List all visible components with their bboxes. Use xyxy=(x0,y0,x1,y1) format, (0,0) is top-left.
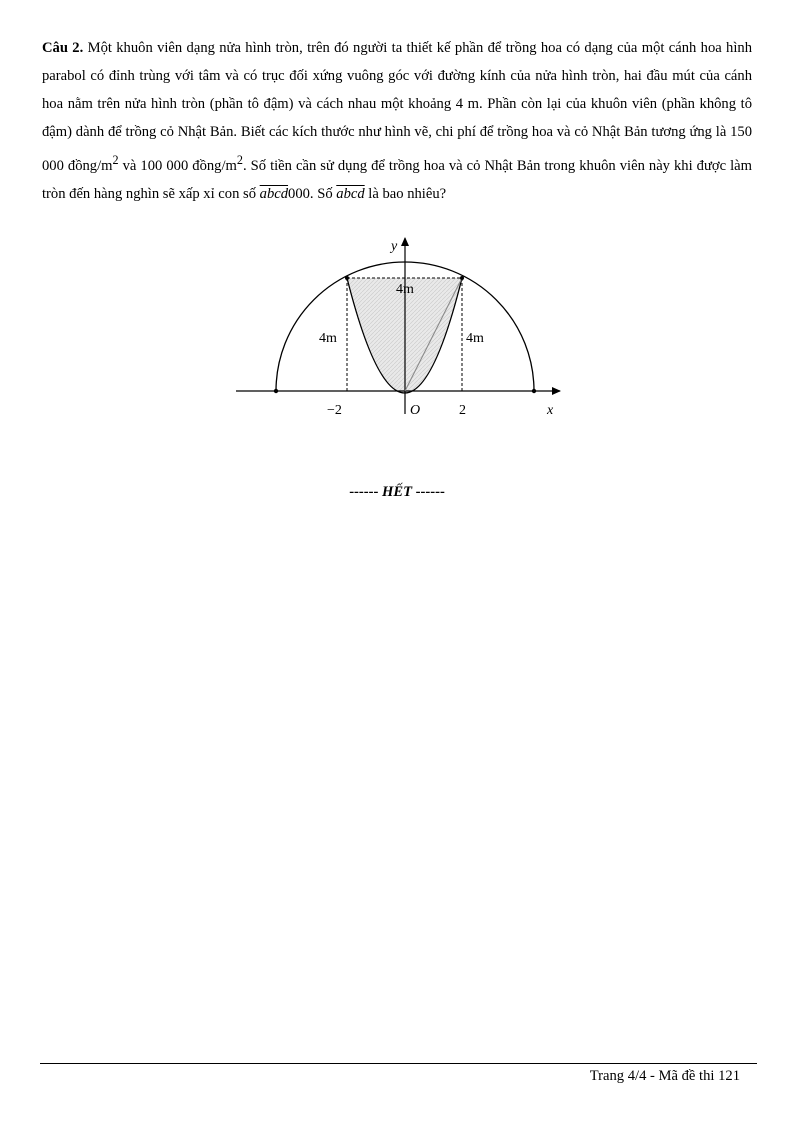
garden-diagram xyxy=(230,232,570,427)
end-mark-right: ------ xyxy=(412,484,445,500)
overlined-number-2: abcd xyxy=(336,185,365,202)
top-width-label: 4m xyxy=(396,282,414,297)
point-top-right xyxy=(460,276,464,280)
question-label: Câu 2. xyxy=(42,40,84,56)
overlined-number-1: abcd xyxy=(259,185,289,202)
tick-label-left: −2 xyxy=(327,403,342,418)
left-height-label: 4m xyxy=(319,331,337,346)
number-suffix: 000 xyxy=(288,185,310,202)
point-top-left xyxy=(345,276,349,280)
garden-figure xyxy=(230,232,570,427)
endpoint-right xyxy=(532,389,536,393)
y-axis-label: y xyxy=(391,239,398,254)
end-of-exam-mark xyxy=(0,484,794,501)
origin-label: O xyxy=(410,403,421,418)
end-mark-text: HẾT xyxy=(382,484,412,500)
question-text-3: . Số tiền cần sử dụng để trồng hoa và cỏ Nhật Bản trong khuôn viên này khi được làm tròn đến hàng nghìn sẽ xấp xỉ con số xyxy=(42,157,752,202)
question-text-4: . Số xyxy=(309,185,337,202)
footer-divider xyxy=(40,1063,757,1064)
question-paragraph xyxy=(42,34,752,208)
question-text-5: là bao nhiêu? xyxy=(364,185,447,202)
right-height-label: 4m xyxy=(466,331,484,346)
footer-page-info: Trang 4/4 - Mã đề thi 121 xyxy=(589,1068,740,1084)
unit-exponent-1: 2 xyxy=(112,153,119,167)
end-mark-left: ------ xyxy=(349,484,382,500)
question-text-2: và 100 000 đồng/m xyxy=(118,157,237,174)
endpoint-left xyxy=(274,389,278,393)
unit-exponent-2: 2 xyxy=(236,153,243,167)
question-text-1: Một khuôn viên dạng nửa hình tròn, trên đó người ta thiết kế phần để trồng hoa có dạng của một cánh hoa hình parabol có đỉnh trùng với tâm và có trục đối xứng vuông góc với đường kính của nửa hình tròn, hai đầu mút của cánh hoa nằm trên nửa hình tròn (phần tô đậm) và cách nhau một khoảng 4 m. Phần còn lại của khuôn viên (phần không tô đậm) dành để trồng cỏ Nhật Bản. Biết các kích thước như hình vẽ, chi phí để trồng hoa và cỏ Nhật Bản tương ứng là 150 000 đồng/m xyxy=(42,40,753,174)
x-axis-label: x xyxy=(547,403,554,418)
tick-label-right: 2 xyxy=(459,403,466,418)
